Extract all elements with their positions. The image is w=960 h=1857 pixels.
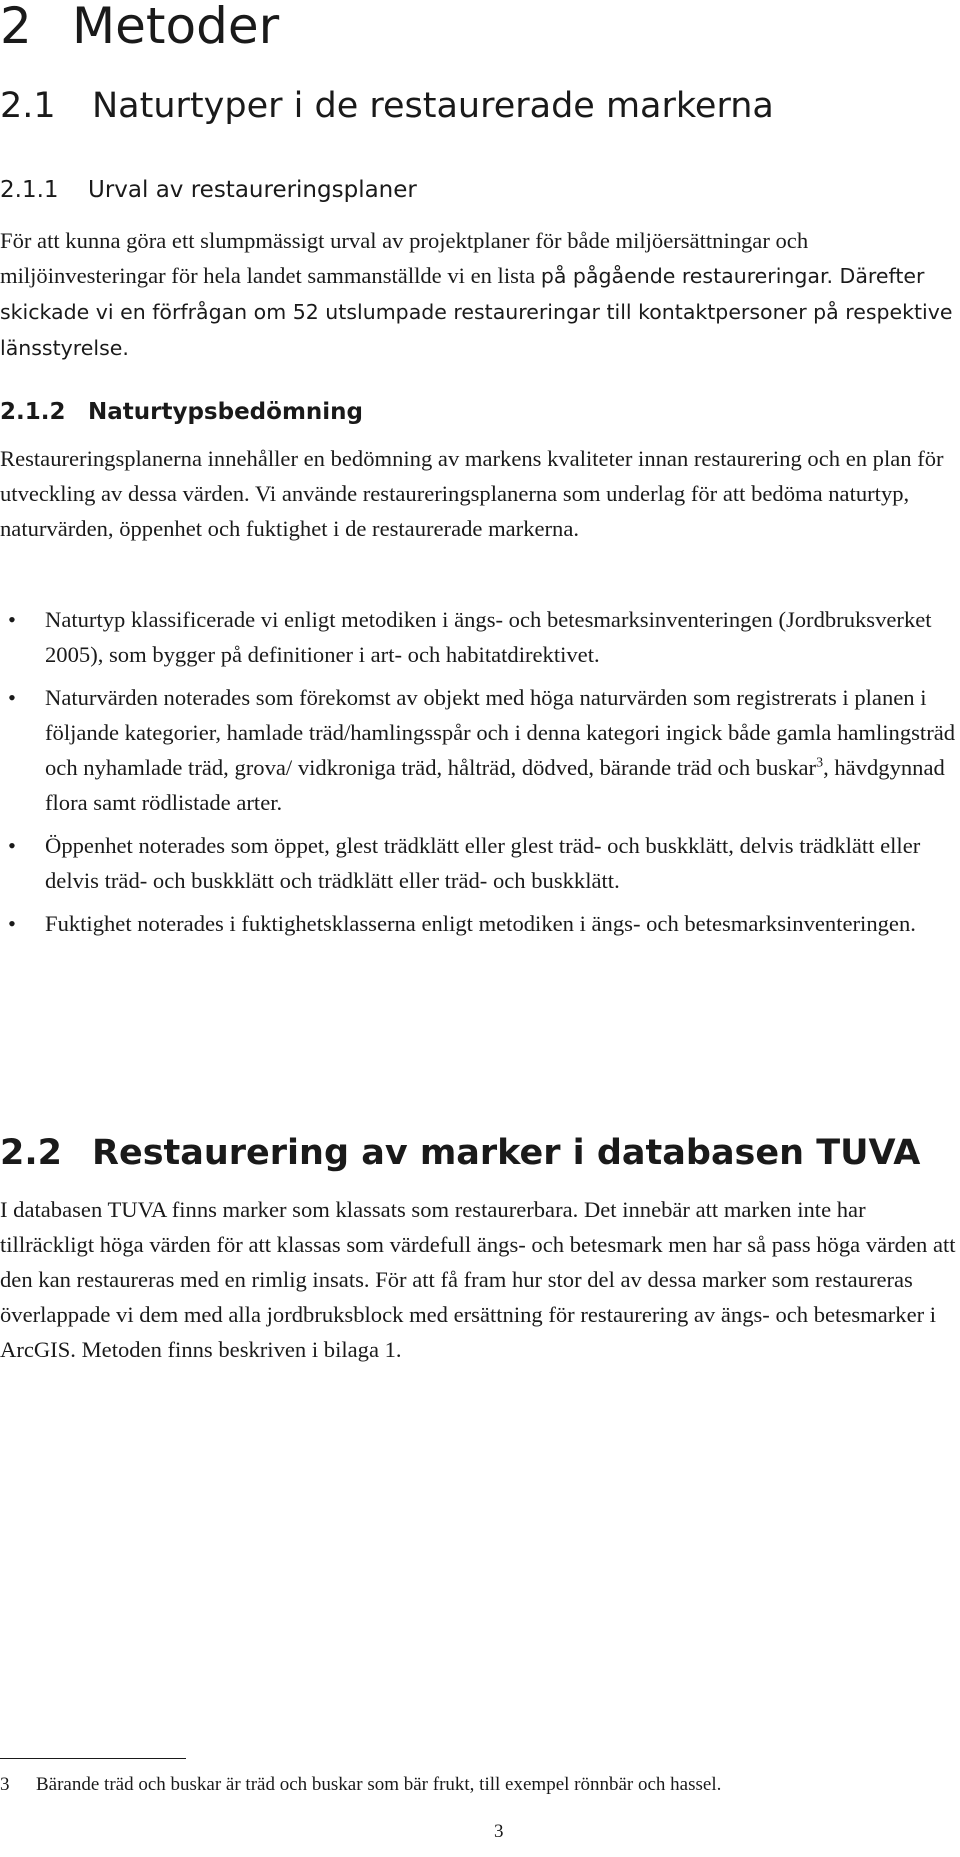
bullet-text: Öppenhet noterades som öppet, glest trädklätt eller glest träd- och buskklätt, delvis trädklätt eller delvis träd- och buskklätt och trädklätt eller träd- och buskklätt.: [45, 833, 921, 893]
paragraph-urval-serif-text: För att kunna göra ett slumpmässigt urval av projektplaner för både miljöersättningar och miljöinvesteringar för hela landet sammanställde vi en lista: [0, 228, 809, 288]
chapter-title: Metoder: [72, 0, 280, 55]
bullet-symbol: •: [8, 607, 16, 632]
section-heading-2-2: [0, 1133, 920, 1173]
subsection-title: Urval av restaureringsplaner: [88, 177, 417, 203]
bullet-text-before: Naturvärden noterades som förekomst av objekt med höga naturvärden som registrerats i planen i följande kategorier, hamlade träd/hamlingsspår och i denna kategori ingick både gamla hamlingsträd och nyhamlade träd, grova/ vidkroniga träd, hålträd, dödved, bärande träd och buskar: [45, 685, 956, 780]
subsection-heading-2-1-2: [0, 398, 363, 426]
section-heading-2-1: [0, 86, 774, 126]
bullet-symbol: •: [8, 833, 16, 858]
bullet-text: Fuktighet noterades i fuktighetsklasserna enligt metodiken i ängs- och betesmarksinventeringen.: [45, 911, 916, 936]
subsection-heading-2-1-1: [0, 176, 417, 204]
bullet-oppenhet: [0, 828, 960, 898]
bullet-fuktighet: [0, 906, 960, 941]
criteria-bullet-list: [0, 602, 960, 949]
page-number: 3: [494, 1821, 504, 1842]
subsection-title: Naturtypsbedömning: [88, 399, 364, 425]
section-number: 2.2: [0, 1133, 63, 1173]
footnote-reference: 3: [816, 755, 824, 771]
section-title: Restaurering av marker i databasen TUVA: [92, 1133, 921, 1173]
subsection-number: 2.1.2: [0, 399, 66, 425]
section-number: 2.1: [0, 86, 56, 126]
chapter-heading: [0, 0, 280, 55]
paragraph-naturtypsbedomning: Restaureringsplanerna innehåller en bedömning av markens kvaliteter innan restaurering och en plan för utveckling av dessa värden. Vi använde restaureringsplanerna som underlag för att bedöma naturtyp, naturvärden, öppenhet och fuktighet i de restaurerade markerna.: [0, 446, 944, 541]
chapter-number: 2: [0, 0, 32, 55]
footnote: [0, 1772, 721, 1798]
paragraph-urval-sans-text: på pågående restaureringar. Därefter skickade vi en förfrågan om 52 utslumpade restaureringar till kontaktpersoner på respektive länsstyrelse.: [0, 264, 953, 360]
bullet-symbol: •: [8, 685, 16, 710]
section-title: Naturtyper i de restaurerade markerna: [92, 86, 774, 126]
paragraph-tuva: I databasen TUVA finns marker som klassats som restaurerbara. Det innebär att marken inte har tillräckligt höga värden för att klassas som värdefull ängs- och betesmark men har så pass höga värden att den kan restaureras med en rimlig insats. För att få fram hur stor del av dessa marker som restaureras överlappade vi dem med alla jordbruksblock med ersättning för restaurering av ängs- och betesmarker i ArcGIS. Metoden finns beskriven i bilaga 1.: [0, 1197, 956, 1362]
footnote-text: Bärande träd och buskar är träd och buskar som bär frukt, till exempel rönnbär och hassel.: [36, 1774, 722, 1795]
bullet-text: Naturtyp klassificerade vi enligt metodiken i ängs- och betesmarksinventeringen (Jordbruksverket 2005), som bygger på definitioner i art- och habitatdirektivet.: [45, 607, 932, 667]
bullet-text-after: , hävdgynnad flora samt rödlistade arter.: [45, 755, 945, 815]
bullet-naturtyp: [0, 602, 960, 672]
footnote-number: 3: [0, 1774, 10, 1795]
footnote-divider: [0, 1758, 186, 1759]
bullet-naturvarden: [0, 680, 960, 820]
paragraph-urval: [0, 223, 958, 366]
subsection-number: 2.1.1: [0, 177, 59, 203]
bullet-symbol: •: [8, 911, 16, 936]
